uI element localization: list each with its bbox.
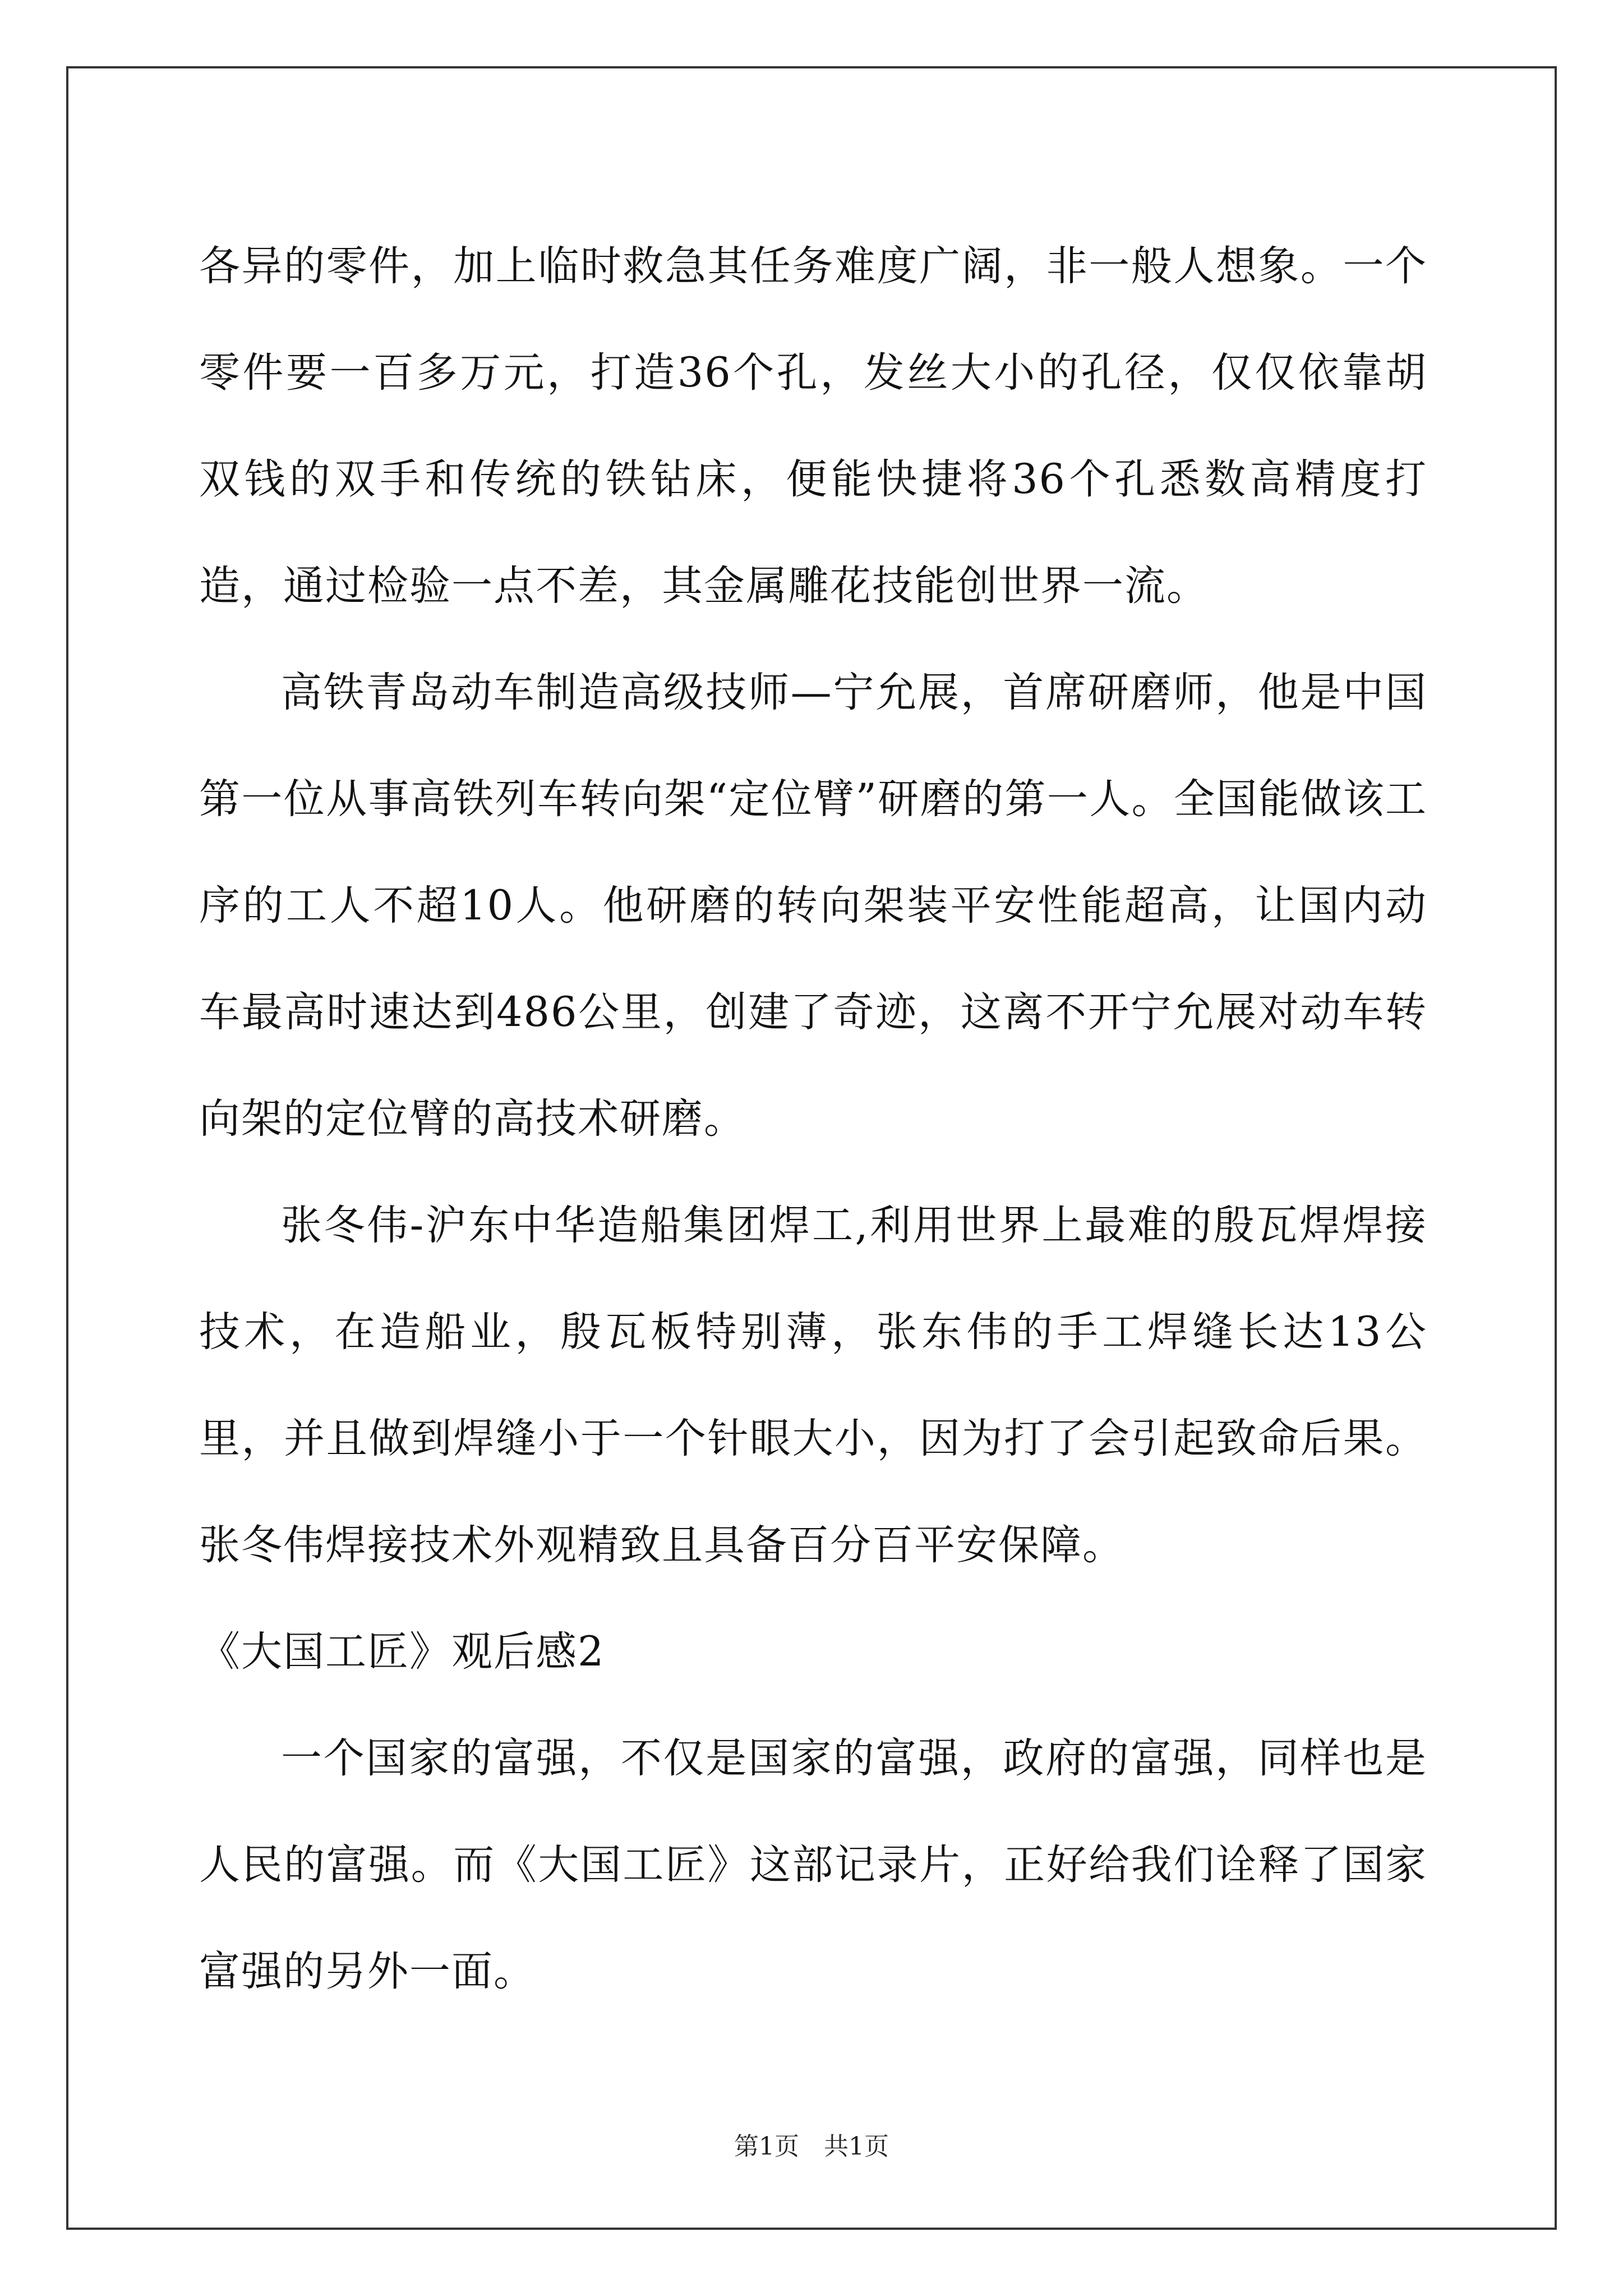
section-heading: 《大国工匠》观后感2 (199, 1628, 605, 1676)
paragraph-national-strength: 一个国家的富强，不仅是国家的富强，政府的富强，同样也是人民的富强。而《大国工匠》这部记录片，正好给我们诠释了国家富强的另外一面。 (199, 1734, 1427, 1995)
page-number: 第1页 共1页 (734, 2132, 889, 2161)
paragraph-zhang-dongwei: 张冬伟-沪东中华造船集团焊工,利用世界上最难的殷瓦焊焊接技术，在造船业，殷瓦板特别薄，张东伟的手工焊缝长达13公里，并且做到焊缝小于一个针眼大小，因为打了会引起致命后果。张冬伟焊接技术外观精致且具备百分百平安保障。 (199, 1202, 1427, 1569)
document-body (199, 213, 1427, 2025)
paragraph-continuation: 各异的零件，加上临时救急其任务难度广阔，非一般人想象。一个零件要一百多万元，打造36个孔，发丝大小的孔径，仅仅依靠胡双钱的双手和传统的铁钻床，便能快捷将36个孔悉数高精度打造，通过检验一点不差，其金属雕花技能创世界一流。 (199, 242, 1427, 610)
paragraph-ning-yunzhan: 高铁青岛动车制造高级技师—宁允展，首席研磨师，他是中国第一位从事高铁列车转向架“定位臂”研磨的第一人。全国能做该工序的工人不超10人。他研磨的转向架装平安性能超高，让国内动车最高时速达到486公里，创建了奇迹，这离不开宁允展对动车转向架的定位臂的高技术研磨。 (199, 669, 1427, 1143)
